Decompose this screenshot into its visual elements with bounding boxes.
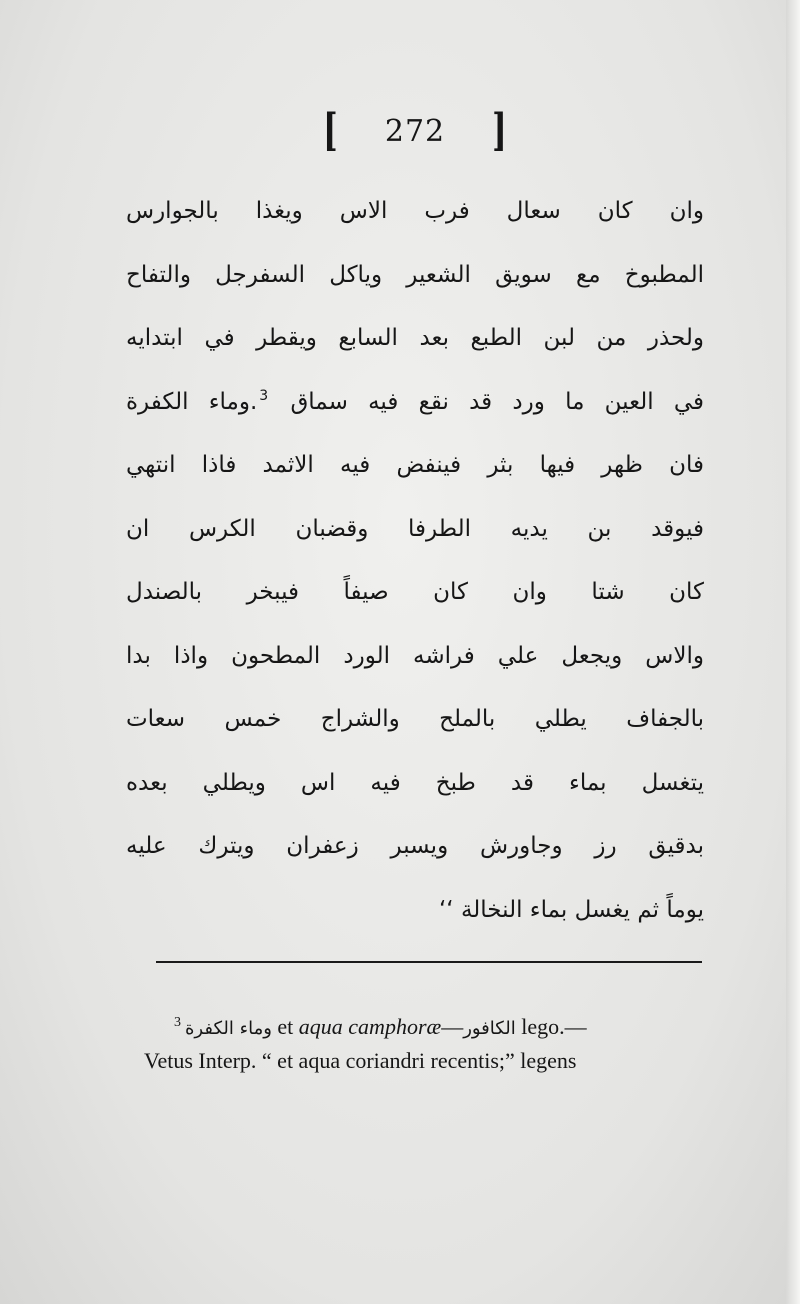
text-line-4: [126, 371, 704, 435]
page-header: [320, 106, 510, 156]
footnote-line-1: [144, 1010, 714, 1044]
footnote-divider: [156, 961, 702, 963]
arabic-text-block: [126, 180, 704, 942]
closing-quote-mark: ‘‘: [439, 896, 454, 923]
text-line-7: كان شتا وان كان صيفاً فيبخر بالصندل: [126, 579, 704, 605]
footnote-number: 3: [174, 1014, 181, 1030]
text-line-1: وان كان سعال فرب الاس ويغذا بالجوارس: [126, 198, 704, 224]
footnote: [144, 1010, 714, 1078]
footnote-arabic-phrase: وماء الكفرة: [185, 1018, 272, 1039]
text-line-4-tail: .وماء الكفرة: [126, 388, 258, 415]
footnote-dash: —: [441, 1014, 464, 1039]
text-line-5: فان ظهر فيها بثر فينفض فيه الاثمد فاذا انتهي: [126, 452, 704, 478]
footnote-et: et: [271, 1014, 299, 1039]
footnote-reference: 3: [259, 387, 269, 404]
page-edge: [786, 0, 800, 1304]
right-bracket: ]: [492, 105, 507, 156]
text-line-11: بدقيق رز وجاورش ويسبر زعفران ويترك عليه: [126, 833, 704, 859]
text-line-4-main: في العين ما ورد قد نقع فيه سماق: [290, 388, 704, 415]
text-line-12: [126, 879, 704, 943]
text-line-12-main: يوماً ثم يغسل بماء النخالة: [460, 896, 704, 923]
text-line-3: ولحذر من لبن الطبع بعد السابع ويقطر في ابتدايه: [126, 325, 704, 351]
text-line-6: فيوقد بن يديه الطرفا وقضبان الكرس ان: [126, 515, 704, 542]
text-line-2: المطبوخ مع سويق الشعير وياكل السفرجل والتفاح: [126, 261, 704, 288]
footnote-arabic-word: الكافور: [463, 1018, 516, 1039]
text-line-8: والاس ويجعل علي فراشه الورد المطحون واذا بدا: [126, 642, 704, 669]
text-line-10: يتغسل بماء قد طبخ فيه اس ويطلي بعده: [126, 769, 704, 796]
footnote-latin-italic: aqua camphoræ: [298, 1014, 442, 1039]
left-bracket: [: [323, 105, 338, 156]
footnote-line-2: Vetus Interp. “ et aqua coriandri recentis;” legens: [144, 1048, 577, 1073]
footnote-lego: lego.—: [515, 1014, 587, 1039]
text-line-9: بالجفاف يطلي بالملح والشراج خمس سعات: [126, 706, 704, 732]
page-number: 272: [384, 113, 446, 149]
